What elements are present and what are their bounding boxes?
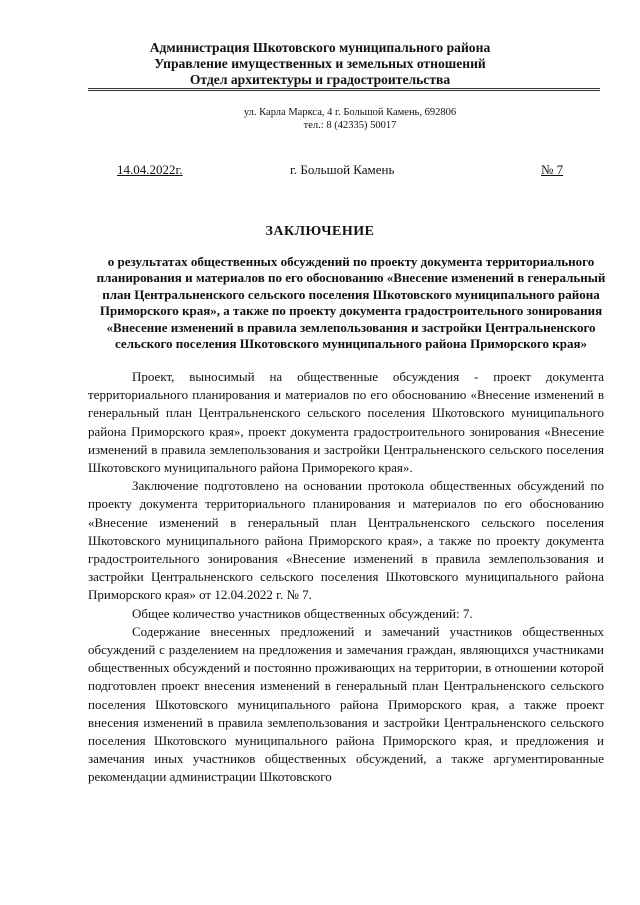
address-block <box>0 106 640 132</box>
document-date: 14.04.2022г. <box>117 162 183 177</box>
letterhead-divider-thin <box>88 90 600 91</box>
document-body <box>88 368 604 787</box>
body-paragraph: Заключение подготовлено на основании протокола общественных обсуждений по проекту документа территориального планирования и материалов по его обоснованию «Внесение изменений в генеральный план Центральненского сельского поселения Шкотовского муниципального района Приморского края», а также по проекту документа градостроительного зонирования «Внесение изменений в правила землепользования и застройки Центральненского сельского поселения Шкотовского муниципального района Приморского края» от 12.04.2022 г. № 7. <box>88 478 604 603</box>
letterhead-administration: Администрация Шкотовского муниципального района <box>149 40 491 55</box>
address-street: ул. Карла Маркса, 4 г. Большой Камень, 692806 <box>243 107 457 118</box>
body-paragraph: Содержание внесенных предложений и замечаний участников общественных обсуждений с разделением на предложения и замечания граждан, являющихся участниками общественных обсуждений и постоянно проживающих на территории, в отношении которой подготовлен проект внесения изменений в генеральный план Центральненского сельского поселения Шкотовского муниципального района Приморского края, а также проект внесения изменений в правила землепользования и застройки Центральненского сельского поселения Шкотовского муниципального района Приморского края, и предложения и замечания иных участников общественных обсуждений, а также аргументированные рекомендации администрации Шкотовского <box>88 623 604 785</box>
letterhead-divider <box>88 88 600 89</box>
body-paragraph: Проект, выносимый на общественные обсуждения - проект документа территориального планирования и материалов по его обоснованию «Внесение изменений в генеральный план Центральненского сельского поселения Шкотовского муниципального района Приморского края», проект документа градостроительного зонирования «Внесение изменений в правила землепользования и застройки Центральненского сельского поселения Шкотовского муниципального района Приморекого края». <box>88 369 604 476</box>
document-subject: о результатах общественных обсуждений по проекту документа территориального планирования и материалов по его обоснованию «Внесение изменений в генеральный план Центральненского сельского поселения Шкотовского муниципального района Приморского края», а также по проекту документа градостроительного зонирования «Внесение изменений в правила землепользования и застройки Центральненского сельского поселения Шкотовского муниципального района Приморского края» <box>96 254 606 352</box>
letterhead-department: Управление имущественных и земельных отношений <box>154 56 486 71</box>
letterhead-division: Отдел архитектуры и градостроительства <box>189 72 451 87</box>
document-number: № 7 <box>541 162 564 177</box>
document-place: г. Большой Камень <box>290 162 395 177</box>
letterhead <box>0 40 640 88</box>
document-title: ЗАКЛЮЧЕНИЕ <box>265 224 375 239</box>
address-phone: тел.: 8 (42335) 50017 <box>303 120 397 131</box>
body-paragraph: Общее количество участников общественных обсуждений: 7. <box>132 605 473 621</box>
